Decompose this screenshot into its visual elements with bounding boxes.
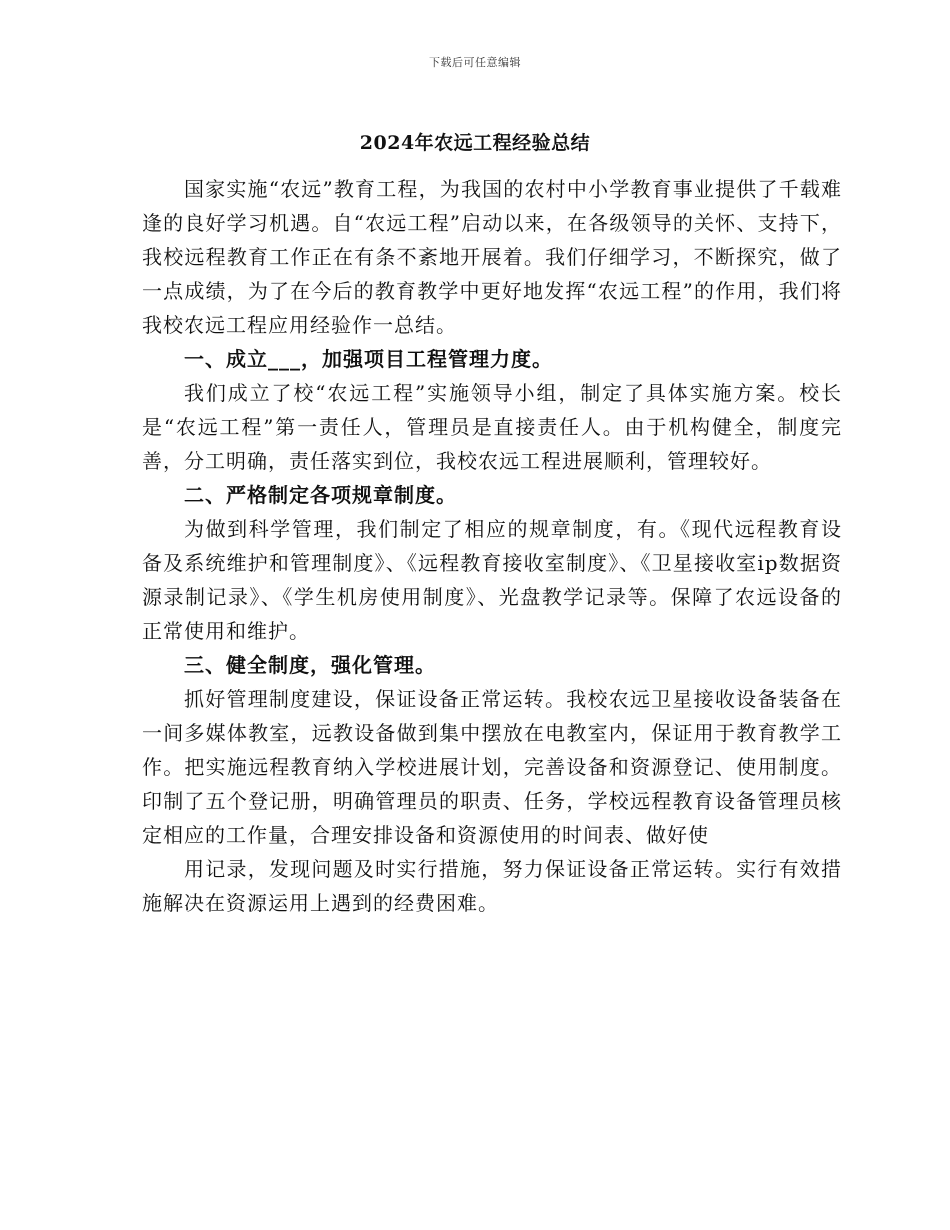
section-heading-2: 二、严格制定各项规章制度。	[184, 483, 457, 507]
paragraph-section-3-continued: 用记录，发现问题及时实行措施，努力保证设备正常运转。实行有效措施解决在资源运用上遇到的经费困难。	[142, 857, 842, 915]
paragraph-section-1: 我们成立了校“农远工程”实施领导小组，制定了具体实施方案。校长是“农远工程”第一责任人，管理员是直接责任人。由于机构健全，制度完善，分工明确，责任落实到位，我校农远工程进展顺利，管理较好。	[142, 381, 842, 473]
document-title: 2024年农远工程经验总结	[359, 132, 591, 154]
paragraph-section-3: 抓好管理制度建设，保证设备正常运转。我校农远卫星接收设备装备在一间多媒体教室，远教设备做到集中摆放在电教室内，保证用于教育教学工作。把实施远程教育纳入学校进展计划，完善设备和资源登记、使用制度。印制了五个登记册，明确管理员的职责、任务，学校远程教育设备管理员核定相应的工作量，合理安排设备和资源使用的时间表、做好使	[142, 687, 842, 847]
paragraph-intro: 国家实施“农远”教育工程，为我国的农村中小学教育事业提供了千载难逢的良好学习机遇。自“农远工程”启动以来，在各级领导的关怀、支持下，我校远程教育工作正在有条不紊地开展着。我们仔细学习，不断探究，做了一点成绩，为了在今后的教育教学中更好地发挥“农远工程”的作用，我们将我校农远工程应用经验作一总结。	[142, 177, 842, 337]
section-heading-3: 三、健全制度，强化管理。	[184, 653, 436, 677]
paragraph-section-2: 为做到科学管理，我们制定了相应的规章制度，有。《现代远程教育设备及系统维护和管理制度》、《远程教育接收室制度》、《卫星接收室ip数据资源录制记录》、《学生机房使用制度》、光盘教学记录等。保障了农远设备的正常使用和维护。	[142, 517, 842, 643]
document-body	[142, 172, 842, 920]
section-heading-1: 一、成立___，加强项目工程管理力度。	[184, 347, 553, 371]
header-note: 下载后可任意编辑	[429, 56, 521, 69]
